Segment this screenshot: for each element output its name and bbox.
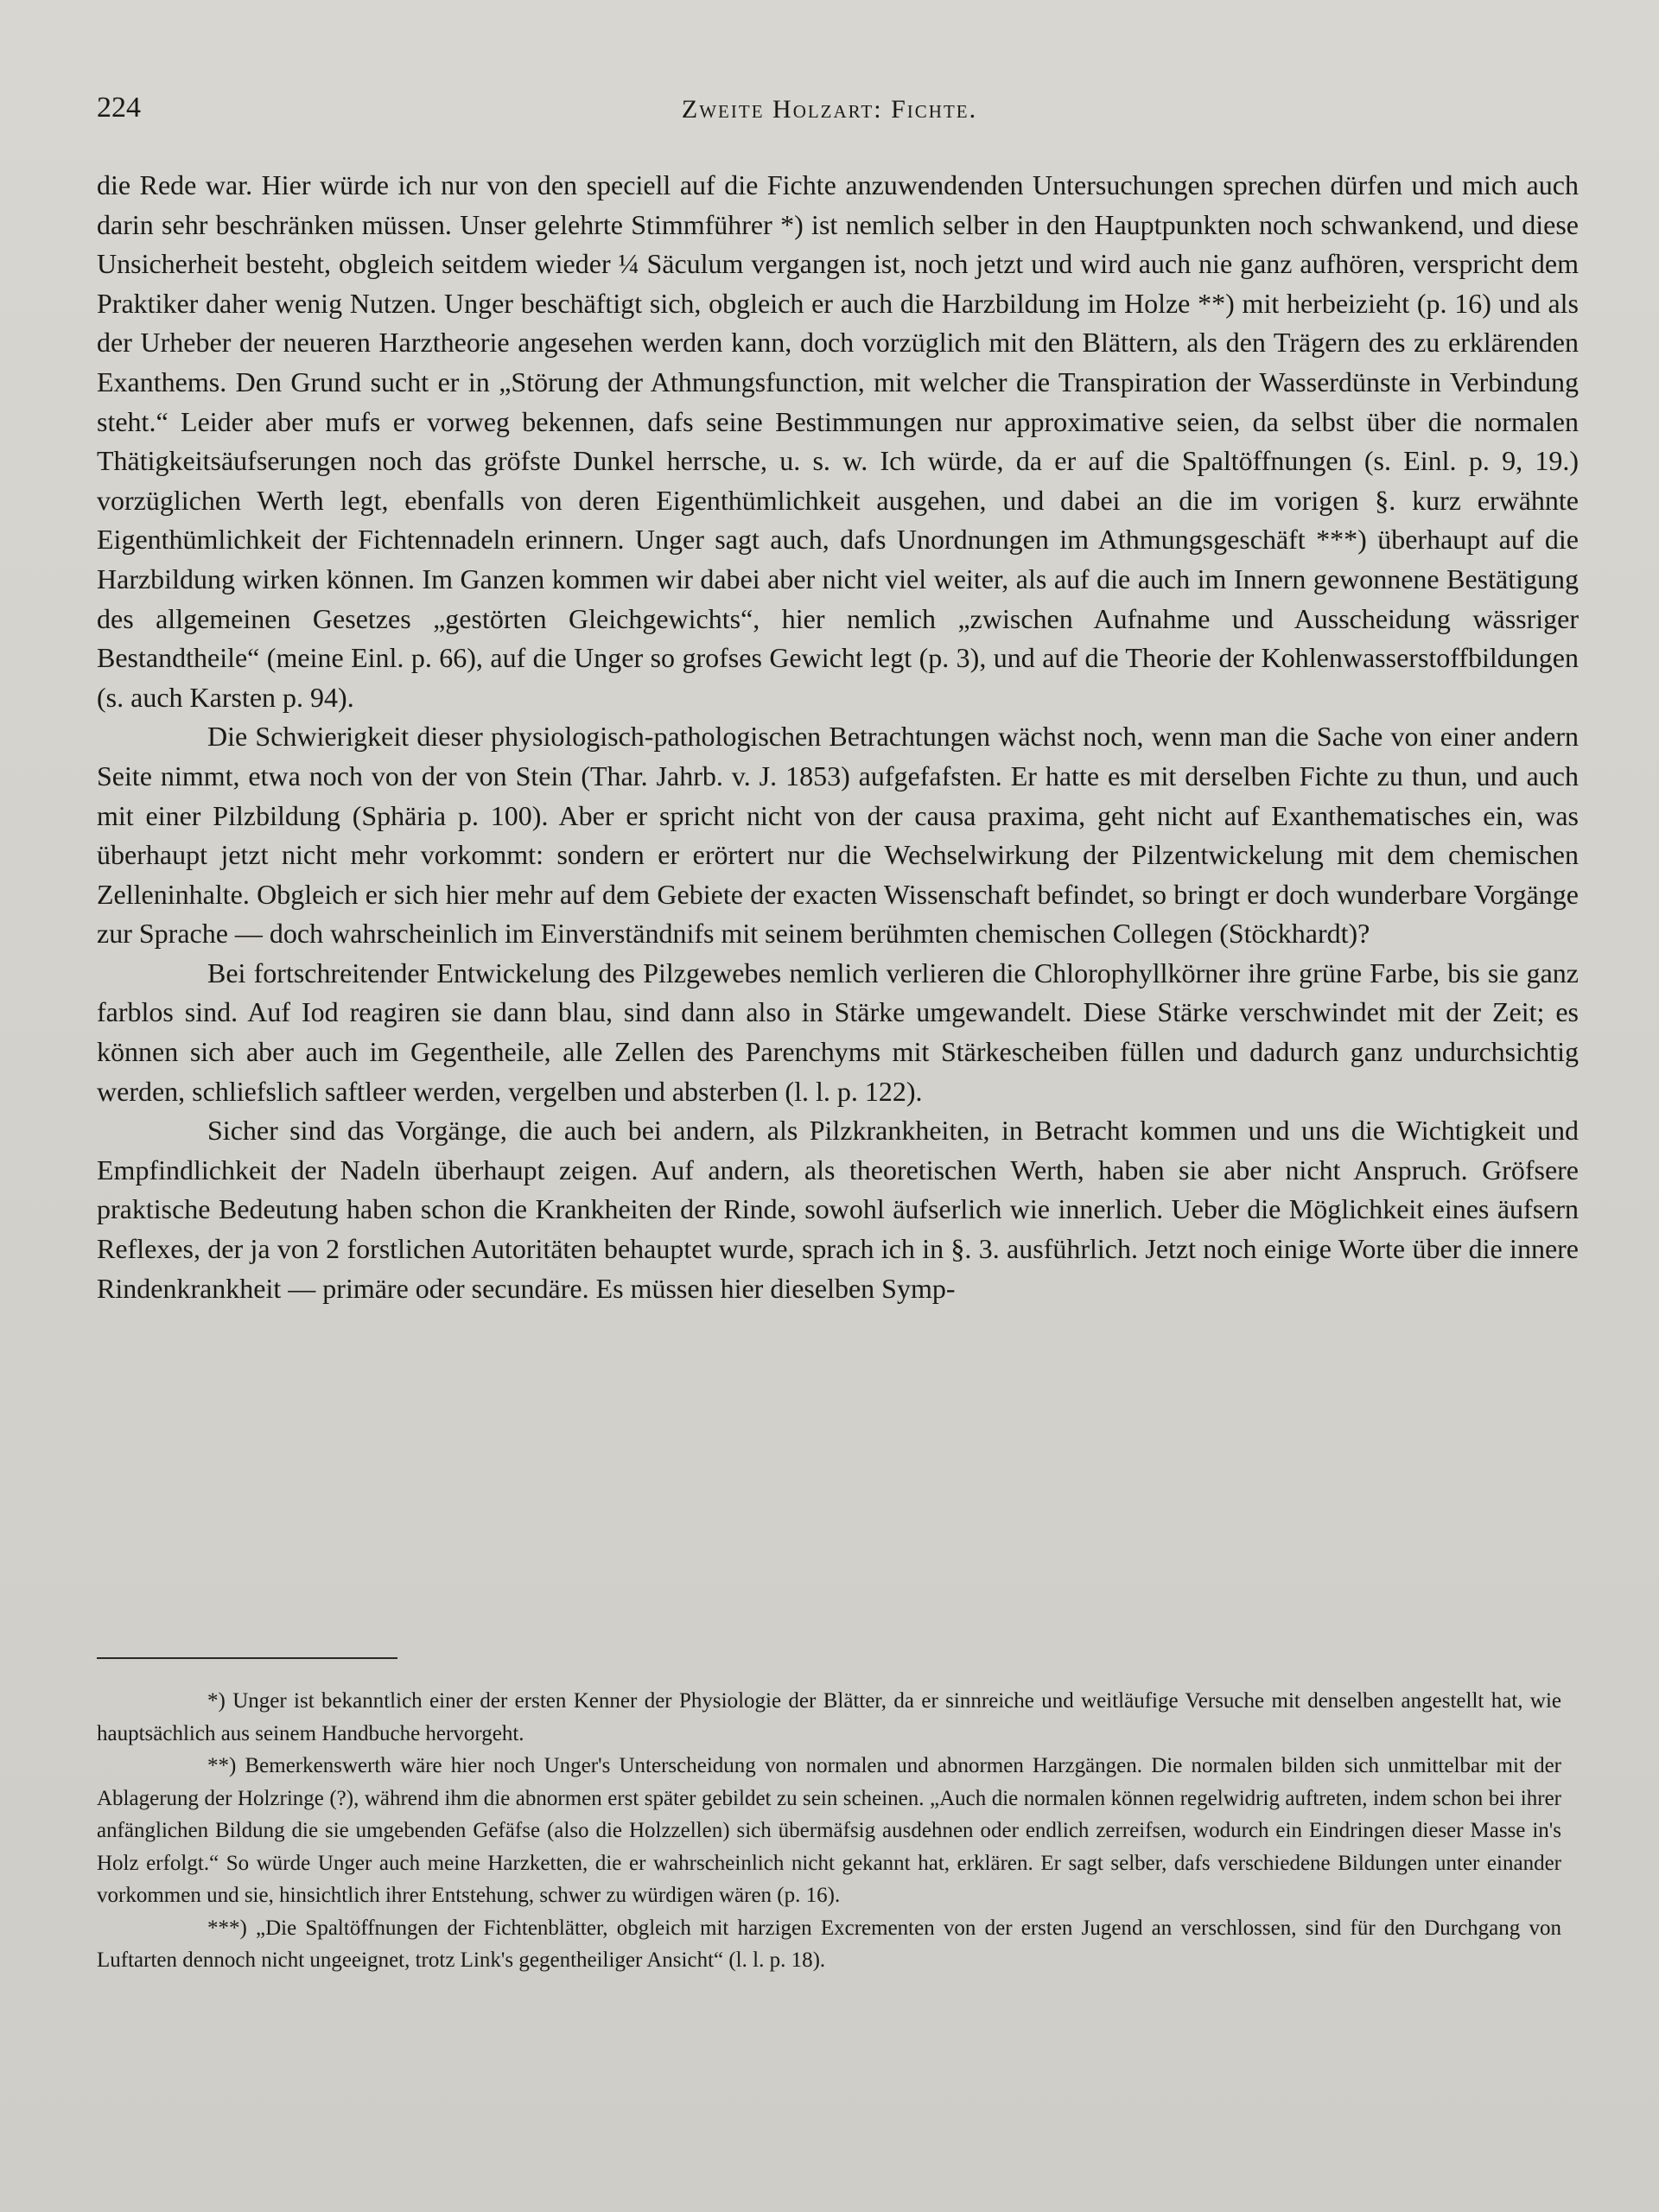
footnote-divider	[97, 1657, 397, 1659]
paragraph-1: die Rede war. Hier würde ich nur von den speciell auf die Fichte anzuwendenden Untersuchungen sprechen dürfen und mich auch darin sehr beschränken müssen. Unser gelehrte Stimmführer *) ist nemlich selber in den Hauptpunkten noch schwankend, und diese Unsicherheit besteht, obgleich seitdem wieder ¼ Säculum vergangen ist, noch jetzt und wird auch nie ganz aufhören, verspricht dem Praktiker daher wenig Nutzen. Unger beschäftigt sich, obgleich er auch die Harzbildung im Holze **) mit herbeizieht (p. 16) und als der Urheber der neueren Harztheorie angesehen werden kann, doch vorzüglich mit den Blättern, als den Trägern des zu erklärenden Exanthems. Den Grund sucht er in „Störung der Athmungsfunction, mit welcher die Transpiration der Wasserdünste in Verbindung steht.“ Leider aber mufs er vorweg bekennen, dafs seine Bestimmungen nur approximative seien, da selbst über die normalen Thätigkeitsäufserungen noch das gröfste Dunkel herrsche, u. s. w. Ich würde, da er auf die Spaltöffnungen (s. Einl. p. 9, 19.) vorzüglichen Werth legt, ebenfalls von deren Eigenthümlichkeit ausgehen, und dabei an die im vorigen §. kurz erwähnte Eigenthümlichkeit der Fichtennadeln erinnern. Unger sagt auch, dafs Unordnungen im Athmungsgeschäft ***) überhaupt auf die Harzbildung wirken können. Im Ganzen kommen wir dabei aber nicht viel weiter, als auf die auch im Innern gewonnene Bestätigung des allgemeinen Gesetzes „gestörten Gleichgewichts“, hier nemlich „zwischen Aufnahme und Ausscheidung wässriger Bestandtheile“ (meine Einl. p. 66), auf die Unger so grofses Gewicht legt (p. 3), und auf die Theorie der Kohlenwasserstoffbildungen (s. auch Karsten p. 94).	[97, 169, 1579, 713]
paragraph-4: Sicher sind das Vorgänge, die auch bei andern, als Pilzkrankheiten, in Betracht kommen und uns die Wichtigkeit und Empfindlichkeit der Nadeln überhaupt zeigen. Auf andern, als theoretischen Werth, haben sie aber nicht Anspruch. Gröfsere praktische Bedeutung haben schon die Krankheiten der Rinde, sowohl äufserlich wie innerlich. Ueber die Möglichkeit eines äufsern Reflexes, der ja von 2 forstlichen Autoritäten behauptet wurde, sprach ich in §. 3. ausführlich. Jetzt noch einige Worte über die innere Rindenkrankheit — primäre oder secundäre. Es müssen hier dieselben Symp-	[97, 1115, 1579, 1304]
paragraph-2: Die Schwierigkeit dieser physiologisch-pathologischen Betrachtungen wächst noch, wenn man die Sache von einer andern Seite nimmt, etwa noch von der von Stein (Thar. Jahrb. v. J. 1853) aufgefafsten. Er hatte es mit derselben Fichte zu thun, und auch mit einer Pilzbildung (Sphäria p. 100). Aber er spricht nicht von der causa praxima, geht nicht auf Exanthematisches ein, was überhaupt jetzt nicht mehr vorkommt: sondern er erörtert nur die Wechselwirkung der Pilzentwickelung mit dem chemischen Zelleninhalte. Obgleich er sich hier mehr auf dem Gebiete der exacten Wissenschaft befindet, so bringt er doch wunderbare Vorgänge zur Sprache — doch wahrscheinlich im Einverständnifs mit seinem berühmten chemischen Collegen (Stöckhardt)?	[97, 721, 1579, 950]
paragraph-3: Bei fortschreitender Entwickelung des Pilzgewebes nemlich verlieren die Chlorophyllkörner ihre grüne Farbe, bis sie ganz farblos sind. Auf Iod reagiren sie dann blau, sind dann also in Stärke umgewandelt. Diese Stärke verschwindet mit der Zeit; es können sich aber auch im Gegentheile, alle Zellen des Parenchyms mit Stärkescheiben füllen und dadurch ganz undurchsichtig werden, schliefslich saftleer werden, vergelben und absterben (l. l. p. 122).	[97, 957, 1579, 1107]
footnote-2: **) Bemerkenswerth wäre hier noch Unger's Unterscheidung von normalen und abnormen Harzgängen. Die normalen bilden sich unmittelbar mit der Ablagerung der Holzringe (?), während ihm die abnormen erst später gebildet zu sein scheinen. „Auch die normalen können regelwidrig auftreten, indem schon bei ihrer anfänglichen Bildung die sie umgebenden Gefäfse (also die Holzzellen) sich übermäfsig ausdehnen oder endlich zerreifsen, wodurch ein Eindringen dieser Masse in's Holz erfolgt.“ So würde Unger auch meine Harzketten, die er wahrscheinlich nicht gekannt hat, erklären. Er sagt selber, dafs verschiedene Bildungen unter einander vorkommen und sie, hinsichtlich ihrer Entstehung, schwer zu würdigen wären (p. 16).	[97, 1754, 1561, 1907]
footnote-1: *) Unger ist bekanntlich einer der ersten Kenner der Physiologie der Blätter, da er sinnreiche und weitläufige Versuche mit denselben angestellt hat, wie hauptsächlich aus seinem Handbuche hervorgeht.	[97, 1689, 1561, 1745]
footnotes	[97, 1685, 1561, 1977]
footnote-3: ***) „Die Spaltöffnungen der Fichtenblätter, obgleich mit harzigen Excrementen von der ersten Jugend an verschlossen, sind für den Durchgang von Luftarten dennoch nicht ungeeignet, trotz Link's gegentheiliger Ansicht“ (l. l. p. 18).	[97, 1916, 1561, 1972]
page-header	[97, 92, 1562, 135]
page-number: 224	[97, 92, 141, 124]
running-title: Zweite Holzart: Fichte.	[681, 95, 978, 124]
main-text	[97, 166, 1579, 1308]
